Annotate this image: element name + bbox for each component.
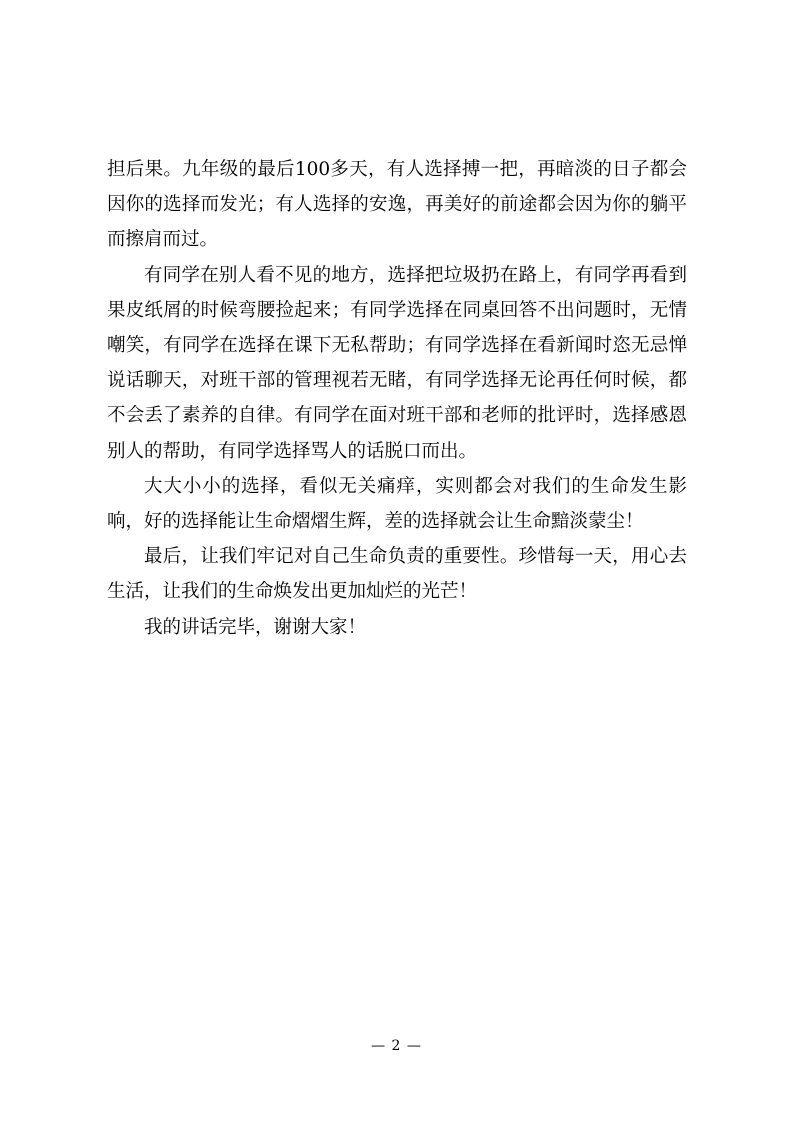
paragraph-1: 担后果。九年级的最后100多天，有人选择搏一把，再暗淡的日子都会因你的选择而发光；有人选择的安逸，再美好的前途都会因为你的躺平而擦肩而过。 (107, 159, 687, 251)
body-text (107, 152, 687, 645)
paragraph-5: 我的讲话完毕，谢谢大家！ (144, 616, 367, 638)
paragraph-3: 大大小小的选择，看似无关痛痒，实则都会对我们的生命发生影响，好的选择能让生命熠熠生辉，差的选择就会让生命黯淡蒙尘！ (107, 475, 687, 533)
paragraph-4: 最后，让我们牢记对自己生命负责的重要性。珍惜每一天，用心去生活，让我们的生命焕发出更加灿烂的光芒！ (107, 546, 687, 603)
paragraph-2: 有同学在别人看不见的地方，选择把垃圾扔在路上，有同学再看到果皮纸屑的时候弯腰捡起来；有同学选择在同桌回答不出问题时，无情嘲笑，有同学在选择在课下无私帮助；有同学选择在看新闻时恣无忌惮说话聊天，对班干部的管理视若无睹，有同学选择无论再任何时候，都不会丢了素养的自律。有同学在面对班干部和老师的批评时，选择感恩别人的帮助，有同学选择骂人的话脱口而出。 (107, 264, 687, 462)
page-number: — 2 — (371, 1038, 422, 1054)
